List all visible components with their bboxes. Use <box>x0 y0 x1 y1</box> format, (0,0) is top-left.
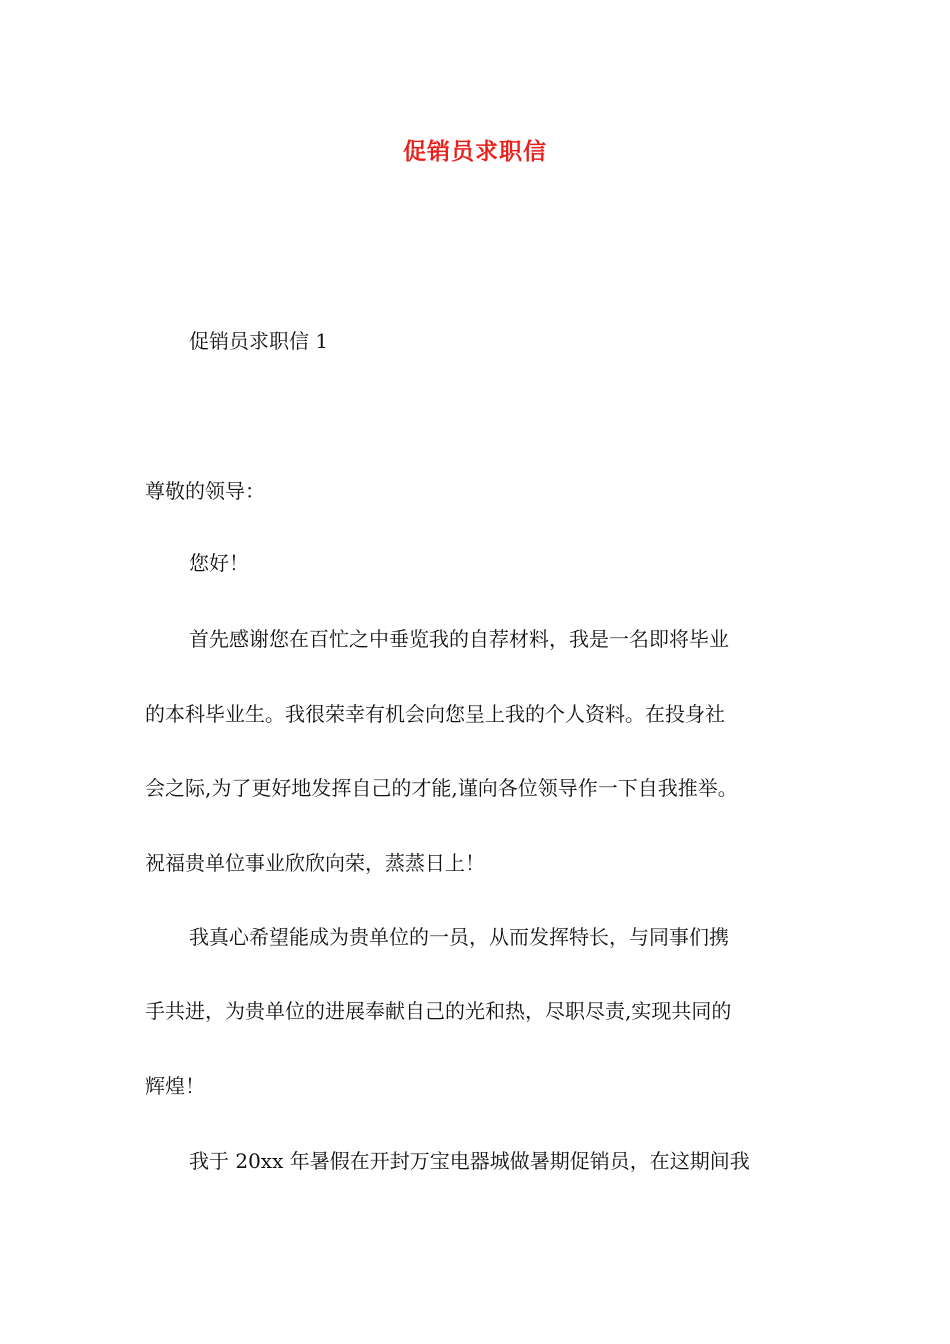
paragraph-line: 我真心希望能成为贵单位的一员，从而发挥特长，与同事们携 <box>189 925 729 949</box>
paragraph-line: 的本科毕业生。我很荣幸有机会向您呈上我的个人资料。在投身社 <box>145 702 725 726</box>
paragraph-line: 祝福贵单位事业欣欣向荣，蒸蒸日上！ <box>145 851 485 875</box>
paragraph-line: 我于 20xx 年暑假在开封万宝电器城做暑期促销员，在这期间我 <box>189 1149 750 1173</box>
paragraph-line: 辉煌！ <box>145 1074 205 1098</box>
greeting: 您好！ <box>189 551 249 575</box>
paragraph-line: 会之际,为了更好地发挥自己的才能,谨向各位领导作一下自我推举。 <box>145 776 738 800</box>
document-title: 促销员求职信 <box>403 139 547 165</box>
section-heading: 促销员求职信 1 <box>189 329 329 353</box>
salutation: 尊敬的领导： <box>145 479 265 503</box>
paragraph-line: 手共进，为贵单位的进展奉献自己的光和热，尽职尽责,实现共同的 <box>145 999 732 1023</box>
paragraph-line: 首先感谢您在百忙之中垂览我的自荐材料，我是一名即将毕业 <box>189 627 729 651</box>
